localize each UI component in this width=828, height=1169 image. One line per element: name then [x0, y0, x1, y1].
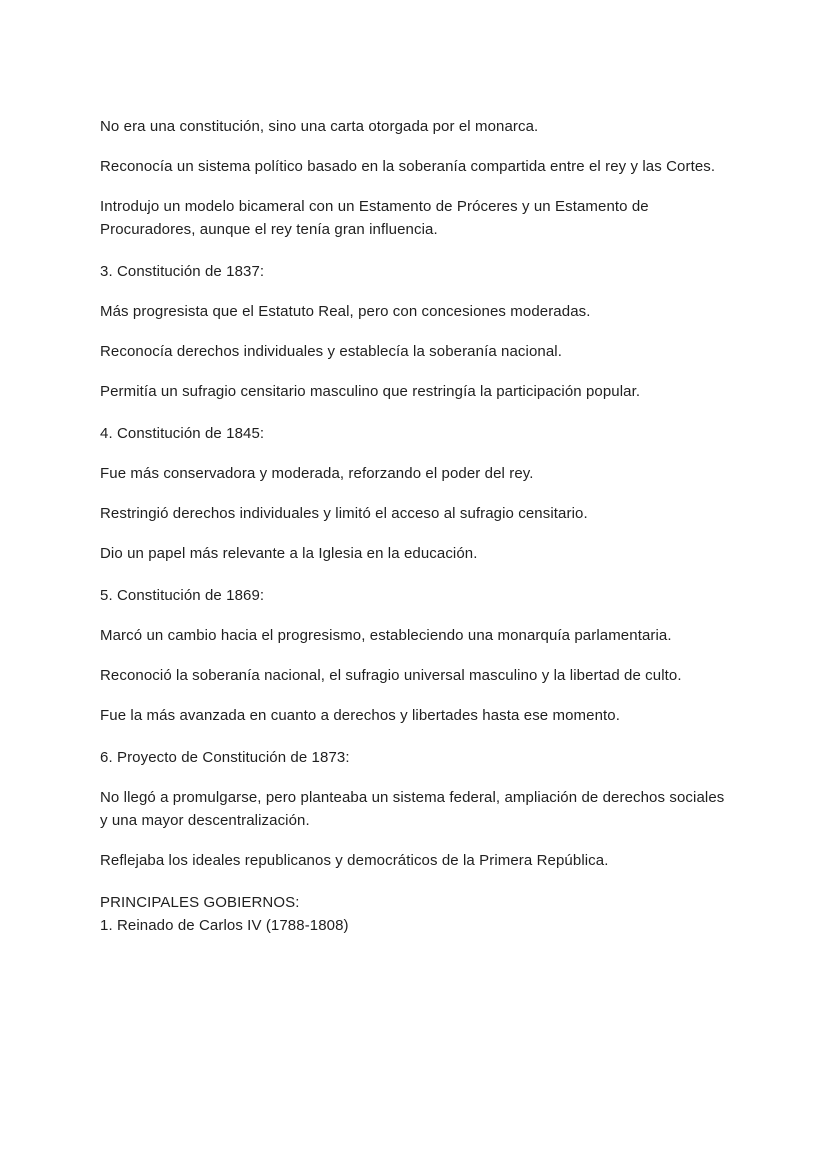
- section-heading-constitucion-1837: 3. Constitución de 1837:: [100, 263, 265, 280]
- paragraph: 1. Reinado de Carlos IV (1788-1808): [100, 917, 349, 934]
- section-heading-proyecto-1873: 6. Proyecto de Constitución de 1873:: [100, 749, 350, 766]
- paragraph: Marcó un cambio hacia el progresismo, estableciendo una monarquía parlamentaria.: [100, 627, 672, 644]
- paragraph: Reconocía un sistema político basado en la soberanía compartida entre el rey y las Cortes.: [100, 158, 716, 175]
- paragraph: Restringió derechos individuales y limitó el acceso al sufragio censitario.: [100, 505, 588, 522]
- paragraph: No llegó a promulgarse, pero planteaba un sistema federal, ampliación de derechos sociales y una mayor descentralización.: [100, 789, 725, 829]
- paragraph: Permitía un sufragio censitario masculino que restringía la participación popular.: [100, 383, 641, 400]
- paragraph: Reconoció la soberanía nacional, el sufragio universal masculino y la libertad de culto.: [100, 667, 682, 684]
- document-text-body: [100, 115, 730, 937]
- paragraph: Más progresista que el Estatuto Real, pero con concesiones moderadas.: [100, 303, 591, 320]
- paragraph: Fue más conservadora y moderada, reforzando el poder del rey.: [100, 465, 534, 482]
- paragraph: No era una constitución, sino una carta otorgada por el monarca.: [100, 118, 539, 135]
- section-heading-constitucion-1869: 5. Constitución de 1869:: [100, 587, 265, 604]
- section-heading-principales-gobiernos: PRINCIPALES GOBIERNOS:: [100, 894, 300, 911]
- section-heading-constitucion-1845: 4. Constitución de 1845:: [100, 425, 265, 442]
- paragraph: Introdujo un modelo bicameral con un Estamento de Próceres y un Estamento de Procuradores, aunque el rey tenía gran influencia.: [100, 198, 649, 238]
- paragraph: Dio un papel más relevante a la Iglesia en la educación.: [100, 545, 478, 562]
- paragraph: Reflejaba los ideales republicanos y democráticos de la Primera República.: [100, 852, 609, 869]
- paragraph: Fue la más avanzada en cuanto a derechos y libertades hasta ese momento.: [100, 707, 621, 724]
- paragraph: Reconocía derechos individuales y establecía la soberanía nacional.: [100, 343, 562, 360]
